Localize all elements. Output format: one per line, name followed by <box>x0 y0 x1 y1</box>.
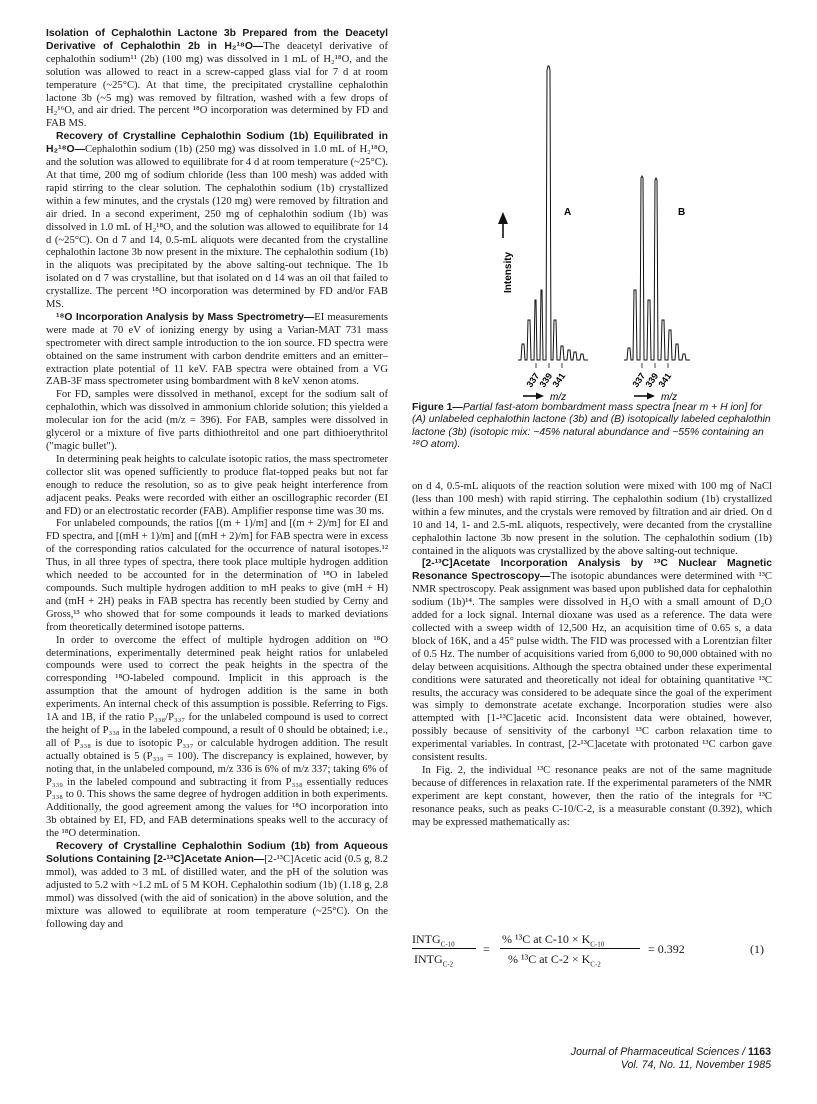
spectrum-a-trace <box>518 66 588 360</box>
left-column <box>46 28 388 931</box>
page-footer <box>571 1046 771 1072</box>
tick-label: 341 <box>656 371 674 390</box>
arrow-right-icon <box>523 393 544 400</box>
panel-a-label: A <box>564 207 572 218</box>
eq-rhs-numerator: % ¹³C at $C-10 \times K_{C-10}$ <box>502 932 605 949</box>
tick-marks-a <box>536 363 562 368</box>
eq-lhs-denominator: $INTG_{C-2}$ <box>414 952 454 969</box>
tick-label: 339 <box>643 371 661 390</box>
caption-label: Figure 1— <box>412 402 463 413</box>
fraction-bar <box>500 948 640 949</box>
paragraph: on d 4, 0.5-mL aliquots of the reaction solution were mixed with 100 mg of NaCl (less than 100 mesh) with rapid stirring. The cephalothin sodium (1b) crystallized within a few minutes, and the crystals were removed by filtration and air dried. On d 10 and 14, 1- and 2.5-mL aliquots, respectively, were decanted from the crystalline cephalothin lactone 3b now present in the solution. The cephalothin sodium (1b) contained in the aliquots was crystallized by the above salting-out technique. <box>412 481 772 557</box>
mass-spectra-plot <box>412 28 772 400</box>
journal-line: Journal of Pharmaceutical Sciences / 1163 <box>570 1046 771 1058</box>
tick-label: 337 <box>630 371 648 390</box>
tick-marks-b <box>642 363 668 368</box>
paragraph: In determining peak heights to calculate isotopic ratios, the mass spectrometer collector slit was opened sufficiently to produce flat-topped peaks but not far enough to reduce the resolution, so as to give peak height interference from adjacent peaks. Peaks were recorded with either an oscillographic recorder (EI and FD) or an electrostatic recorder (FAB). Amplifier response time was 30 ms. <box>46 453 388 517</box>
paragraph: In order to overcome the effect of multiple hydrogen addition on ¹⁸O determinations, experimentally determined peak height ratios for unlabeled compounds were used to correct the peak heights in the spectra of the corresponding ¹⁸O-labeled compound. Implicit in this approach is the assumption that the amount of hydrogen addition is the same in both experiments. An internal check of this assumption is possible. Referring to Figs. 1A and 1B, if the ratio P₃₃₈/P₃₃₇ for the unlabeled compound is used to correct the height of P₃₃₈ in the labeled compound, a result of 0 should be obtained; i.e., all of P₃₃₈ is due to isotopic P₃₃₇ or calculable hydrogen addition. The result actually obtained is 5 (P₃₃₉ = 100). The discrepancy is explained, however, by noting that, in the unlabeled compound, m/z 336 is 6% of m/z 337; taking 6% of P₃₃₉ in the labeled compound and subtracting it from P₃₃₈ essentially reduces P₃₃₈ to 0. This shows the same degree of hydrogen addition in both experiments. Additionally, the good agreement among the values for ¹⁸O incorporation into 3b obtained by EI, FD, and FAB determinations speaks well to the accuracy of the ¹⁸O determination. <box>46 634 388 840</box>
paragraph: [2-¹³C]Acetate Incorporation Analysis by ¹³C Nuclear Magnetic Resonance Spectroscopy—The isotopic abundances were determined with ¹³C NMR spectroscopy. Peak assignment was based upon published data for cephalothin sodium (1b)¹⁴. The samples were dissolved in H₂O with a small amount of D₂O added for a lock signal. Internal dioxane was used as a reference. The data were collected with a sweep width of 12,500 Hz, an acquisition time of 0.65 s, a data block of 16K, and a 45° pulse width. The FID was processed with a Lorentzian filter of 0.5 Hz. The number of acquisitions varied from 6,000 to 90,000 obtained with no delay between acquisitions. Although the spectra obtained under these experimental conditions were saturated and theoretically not ideal for obtaining quantitative ¹³C results, the accuracy was considered to be adequate since the goal of the experiment was simply to demonstrate acetate exchange. Incorporation studies were also attempted with [1-¹³C]acetic acid. Inconsistent data were obtained, however, possibly because of sensitivity of the carbonyl ¹³C carbon relaxation time to experimental variables. In contrast, [2-¹³C]acetate with protonated ¹³C carbon gave consistent results. <box>412 558 772 764</box>
tick-label: 339 <box>537 371 555 390</box>
x-axis-label-b: m/z <box>661 392 678 400</box>
paragraph: Isolation of Cephalothin Lactone 3b Prepared from the Deacetyl Derivative of Cephalothin 2b in H₂¹⁸O—The deacetyl derivative of cephalothin sodium¹¹ (2b) (100 mg) was dissolved in 1 mL of H₂¹⁸O, and the solution was allowed to react in a screw-capped glass vial for 7 d at room temperature (~25°C). At that time, the precipitated crystalline cephalothin lactone 3b (~5 mg) was removed by filtration, washed with a few drops of H₂¹⁶O, and air dried. The percent ¹⁸O incorporation was determined by FD and FAB MS. <box>46 28 388 130</box>
paragraph: ¹⁸O Incorporation Analysis by Mass Spectrometry—EI measurements were made at 70 eV of ionizing energy by using a Varian-MAT 731 mass spectrometer with direct sample introduction to the ion source. FD spectra were obtained on the same instrument with carbon dendrite emitters and an emitter–extraction plate potential of 11 keV. FAB spectra were obtained from a VG ZAB-3F mass spectrometer using bombardment with 8 keV xenon atoms. <box>46 311 389 388</box>
arrow-right-icon <box>634 393 655 400</box>
x-axis-label-a: m/z <box>550 392 567 400</box>
panel-b-label: B <box>678 207 686 218</box>
volume-line: Vol. 74, No. 11, November 1985 <box>620 1059 771 1071</box>
eq-lhs-numerator: $INTG_{C-10}$ <box>412 932 455 949</box>
fraction-bar <box>412 948 476 949</box>
paragraph: Recovery of Crystalline Cephalothin Sodium (1b) from Aqueous Solutions Containing [2-¹³C]Acetate Anion—[2-¹³C]Acetic acid (0.5 g, 8.2 mmol), was added to 3 mL of distilled water, and the pH of the solution was adjusted to 5.2 with ~1.2 mL of 5 M KOH. Cephalothin sodium (1b) (1.18 g, 2.8 mmol) was dissolved (with the aid of sonication) in the above solution, and the mixture was allowed to equilibrate at room temperature (~25°C). On the following day and <box>46 841 389 930</box>
y-axis-label: Intensity <box>503 251 514 293</box>
eq-number: (1) <box>750 942 764 956</box>
paragraph: For unlabeled compounds, the ratios [(m + 1)/m] and [(m + 2)/m] for EI and FD spectra, and [(mH + 1)/m] and [(mH + 2)/m] for FAB spectra were in excess of the corresponding ratios calculated for the occurrence of natural isotopes.¹² Thus, in all three types of spectra, there took place multiple hydrogen addition which needed to be accounted for in the determination of ¹⁸O in labeled compounds. Such multiple hydrogen addition to mH peaks to give (mH + H) and (mH + 2H) peaks in FAB spectra has recently been studied by Cerny and Gross,¹³ who showed that for some compounds it leads to marked deviations from theoretically determined isotope patterns. <box>46 518 388 633</box>
eq-result: = 0.392 <box>648 942 685 956</box>
right-column <box>412 481 772 829</box>
equation-1 <box>412 932 772 972</box>
paragraph: For FD, samples were dissolved in methanol, except for the sodium salt of cephalothin, which was dissolved in ammonium chloride solution; this yielded a molecular ion for the acid (m/z = 396). For FAB, samples were dissolved in glycerol or a mixture of five parts dithiothreitol and one part dithioerythritol ("magic bullet"). <box>46 389 388 452</box>
eq-rhs-denominator: % ¹³C at $C-2 \times K_{C-2}$ <box>508 952 601 969</box>
figure-caption <box>412 402 772 452</box>
tick-label: 341 <box>550 371 568 390</box>
tick-label: 337 <box>524 371 542 390</box>
eq-equals: = <box>483 942 490 956</box>
paragraph: In Fig. 2, the individual ¹³C resonance peaks are not of the same magnitude because of differences in relaxation rate. If the experimental parameters of the NMR experiment are kept constant, however, then the ratio of the integrals for ¹³C resonance peaks, such as peaks C-10/C-2, is a measurable constant (0.392), which may be expressed mathematically as: <box>412 764 772 828</box>
intensity-arrow-icon <box>498 212 508 238</box>
spectrum-b-trace <box>624 176 690 360</box>
paragraph: Recovery of Crystalline Cephalothin Sodium (1b) Equilibrated in H₂¹⁸O—Cephalothin sodium (1b) (250 mg) was dissolved in 1.0 mL of H₂¹⁸O, and the solution was allowed to equilibrate for 4 d at room temperature (~25°C). At that time, 200 mg of sodium chloride (less than 100 mesh) was added with rapid stirring to the clear solution. The cephalothin sodium (1b) crystallized within a few minutes, and the crystals (120 mg) were removed by filtration and air dried. In a second experiment, 250 mg of cephalothin sodium (1b) was dissolved in 1.0 mL of H₂¹⁸O, and the solution was allowed to equilibrate for 14 d (~25°C). On d 7 and 14, 0.5-mL aliquots were decanted from the crystalline cephalothin lactone 3b now present in the mixture. The cephalothin sodium (1b) in the aliquots was precipitated by the above salting-out technique. The 1b isolated on d 7 was crystalline, but that isolated on d 14 was an oil that failed to crystallize. The percent ¹⁸O incorporation was determined by FD and/or FAB MS. <box>46 131 388 311</box>
caption-text: Partial fast-atom bombardment mass spectra [near m + H ion] for (A) unlabeled cephalothin lactone (3b) and (B) isotopically labeled cephalothin lactone (3b) (isotopic mix: ~45% natural abundance and ~55% containing an ¹⁸O atom). <box>412 402 771 451</box>
